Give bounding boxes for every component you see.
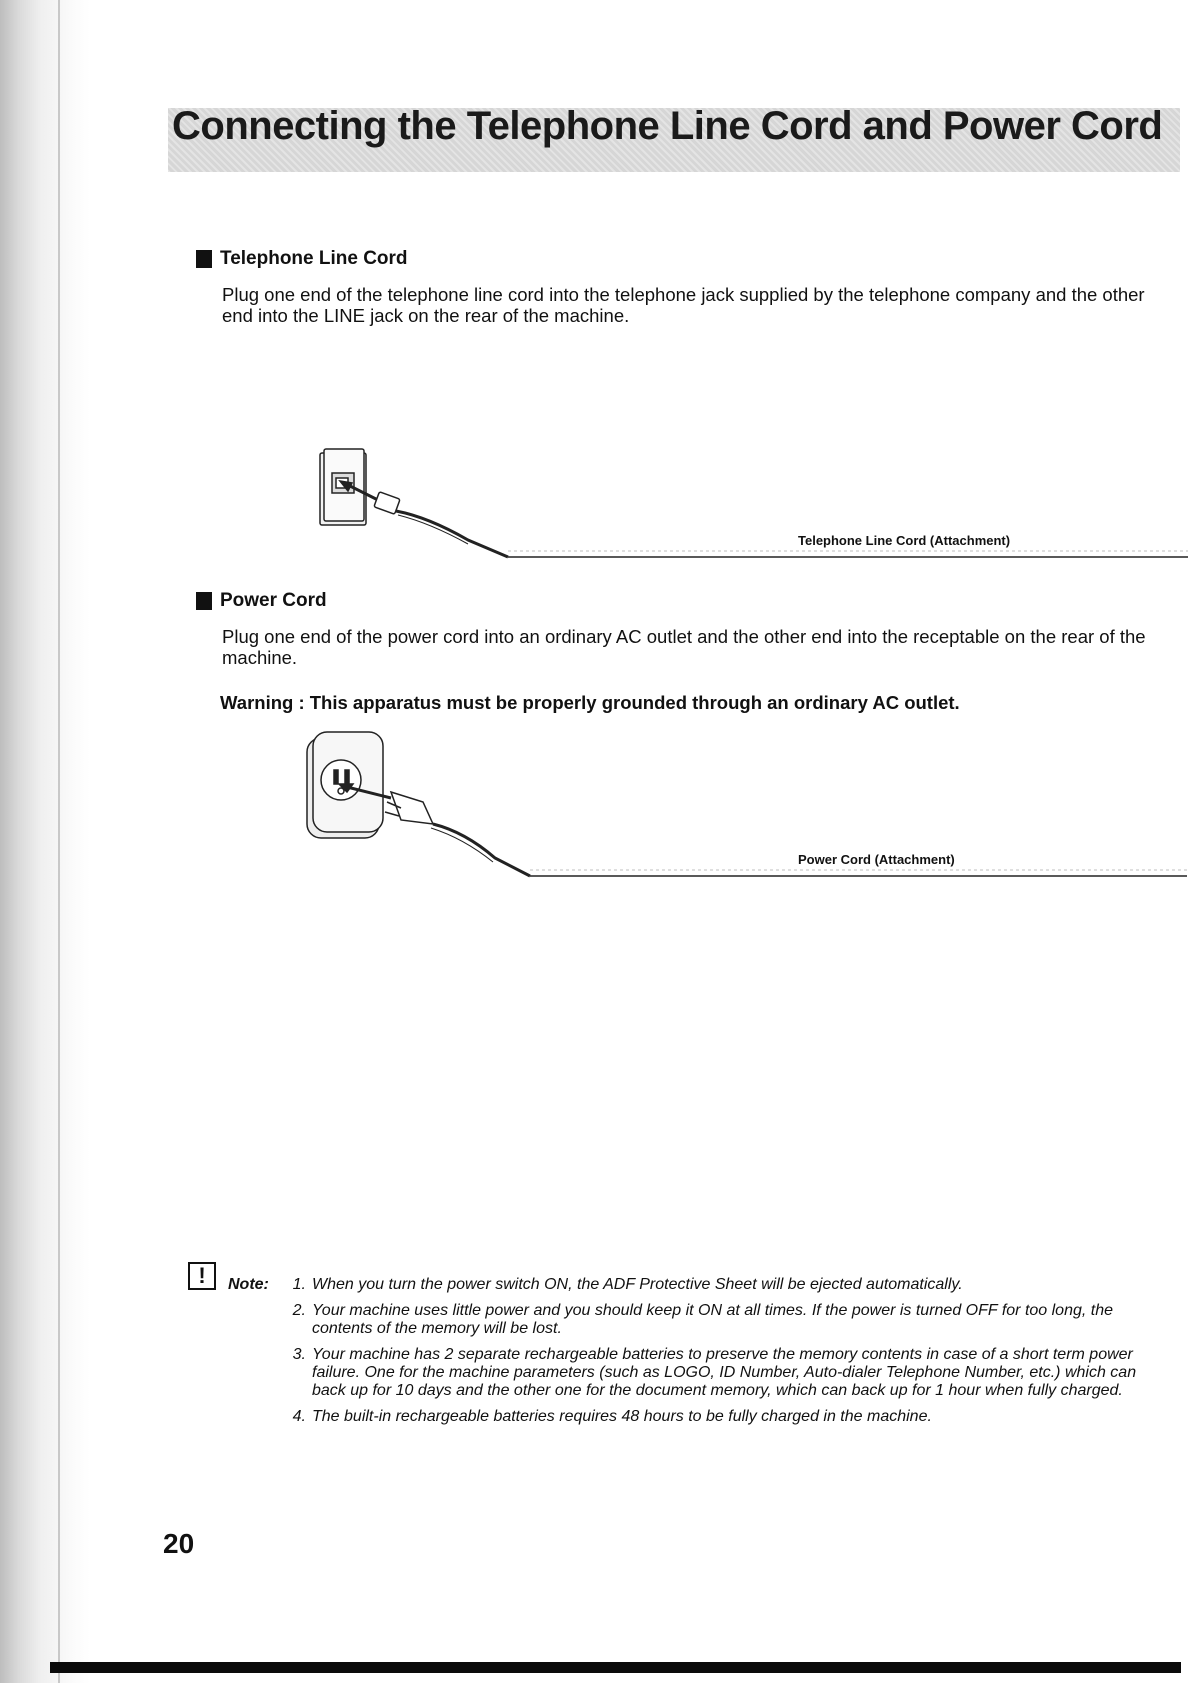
bottom-rule [50,1662,1181,1673]
telephone-jack-illustration [318,445,1188,565]
note-item-text: When you turn the power switch ON, the ADF Protective Sheet will be ejected automatically. [312,1276,963,1293]
note-label: Note: [228,1276,269,1293]
note-list [278,1276,1158,1434]
note-item-number: 2. [292,1302,306,1319]
note-item-text: Your machine uses little power and you should keep it ON at all times. If the power is turned OFF for too long, the contents of the memory will be lost. [312,1302,1114,1337]
page-title: Connecting the Telephone Line Cord and Power Cord [172,104,1163,148]
page-binding-line [58,0,60,1683]
note-item-text: Your machine has 2 separate rechargeable batteries to preserve the memory contents in case of a short term power failure. One for the machine parameters (such as LOGO, ID Number, Auto-dialer Telephone Number, etc.) which can back up for 10 days and the other one for the document memory, which can back up for 1 hour when fully charged. [312,1346,1137,1399]
square-bullet-icon [196,592,212,610]
note-item [278,1408,1158,1426]
note-item-text: The built-in rechargeable batteries requires 48 hours to be fully charged in the machine. [312,1408,932,1425]
power-body-text: Plug one end of the power cord into an ordinary AC outlet and the other end into the receptable on the rear of the machine. [222,626,1146,668]
telephone-heading-text: Telephone Line Cord [220,248,408,269]
telephone-figure-caption: Telephone Line Cord (Attachment) [798,533,1011,548]
grounding-warning: Warning : This apparatus must be properly grounded through an ordinary AC outlet. [220,692,960,713]
power-figure-caption: Power Cord (Attachment) [798,852,955,867]
page-number: 20 [163,1528,195,1559]
note-item [278,1346,1158,1400]
power-heading-text: Power Cord [220,590,327,611]
telephone-section-heading [196,248,408,270]
note-item-number: 1. [292,1276,306,1293]
note-item [278,1276,1158,1294]
square-bullet-icon [196,250,212,268]
note-icon: ! [188,1262,216,1290]
note-item-number: 3. [292,1346,306,1363]
note-item-number: 4. [292,1408,306,1425]
telephone-body-text: Plug one end of the telephone line cord into the telephone jack supplied by the telephone company and the other end into the LINE jack on the rear of the machine. [222,284,1145,326]
page-binding-shadow [0,0,90,1683]
wall-jack-plate-icon [320,449,366,525]
power-outlet-illustration [305,728,1187,888]
note-item [278,1302,1158,1338]
power-section-heading [196,590,327,612]
